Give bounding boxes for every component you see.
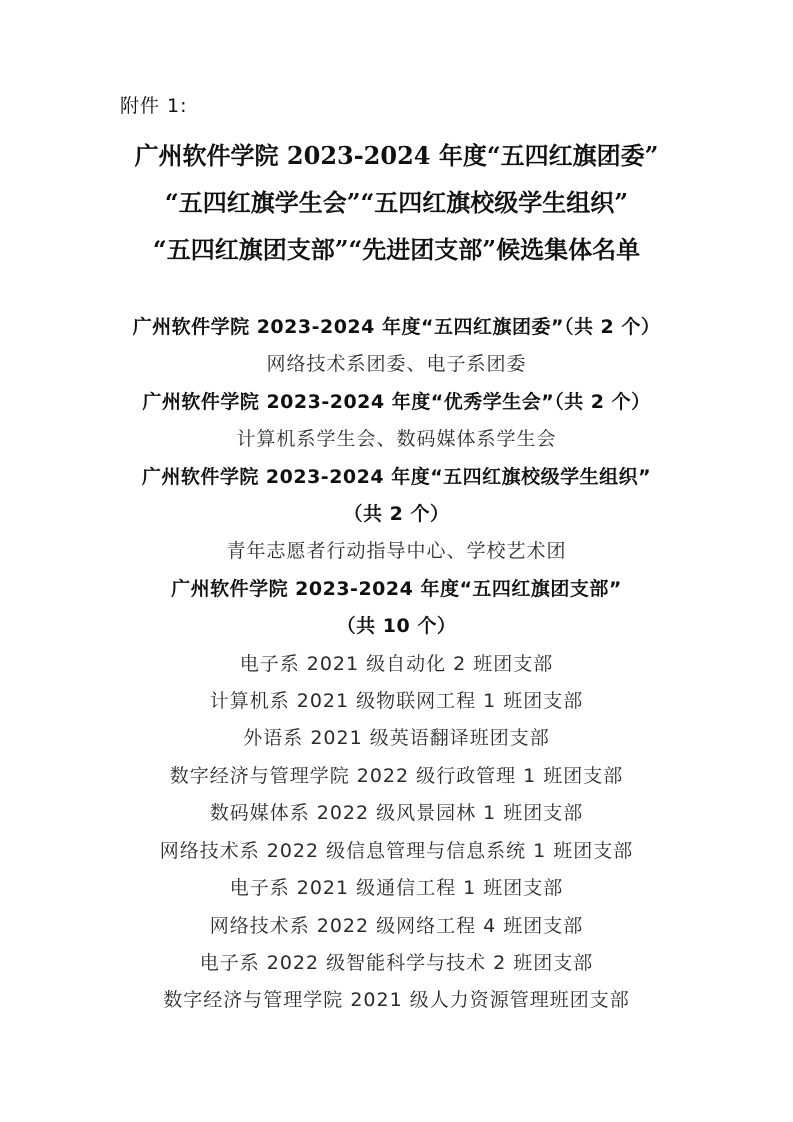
title-line-1: 广州软件学院 2023-2024 年度“五四红旗团委”	[134, 141, 659, 170]
list-item: 数字经济与管理学院 2021 级人力资源管理班团支部	[163, 989, 630, 1012]
list-item: 网络技术系团委、电子系团委	[266, 353, 527, 376]
attachment-label: 附件 1:	[120, 95, 188, 117]
list-item: 计算机系 2021 级物联网工程 1 班团支部	[209, 690, 584, 713]
list-item: 青年志愿者行动指导中心、学校艺术团	[226, 540, 567, 563]
list-item: 电子系 2021 级通信工程 1 班团支部	[229, 877, 564, 900]
title-line-3: “五四红旗团支部”“先进团支部”候选集体名单	[152, 235, 641, 264]
list-item: 外语系 2021 级英语翻译班团支部	[243, 727, 550, 750]
section-heading-league-branch: 广州软件学院 2023-2024 年度“五四红旗团支部”	[171, 577, 622, 600]
list-item: 网络技术系 2022 级信息管理与信息系统 1 班团支部	[159, 839, 634, 862]
list-item: 数字经济与管理学院 2022 级行政管理 1 班团支部	[169, 764, 624, 787]
section-heading-student-organization: 广州软件学院 2023-2024 年度“五四红旗校级学生组织”	[141, 465, 652, 488]
section-count: （共 2 个）	[343, 503, 450, 526]
title-line-2: “五四红旗学生会”“五四红旗校级学生组织”	[164, 188, 629, 217]
list-item: 网络技术系 2022 级网络工程 4 班团支部	[209, 914, 584, 937]
section-heading-student-union: 广州软件学院 2023-2024 年度“优秀学生会”（共 2 个）	[142, 390, 651, 413]
list-item: 电子系 2021 级自动化 2 班团支部	[239, 652, 554, 675]
list-item: 电子系 2022 级智能科学与技术 2 班团支部	[199, 951, 594, 974]
section-heading-youth-league-committee: 广州软件学院 2023-2024 年度“五四红旗团委”（共 2 个）	[132, 316, 661, 338]
list-item: 数码媒体系 2022 级风景园林 1 班团支部	[209, 802, 584, 825]
section-count: （共 10 个）	[336, 615, 457, 638]
candidate-list	[0, 309, 793, 1020]
document-title	[0, 132, 793, 273]
list-item: 计算机系学生会、数码媒体系学生会	[236, 428, 557, 451]
